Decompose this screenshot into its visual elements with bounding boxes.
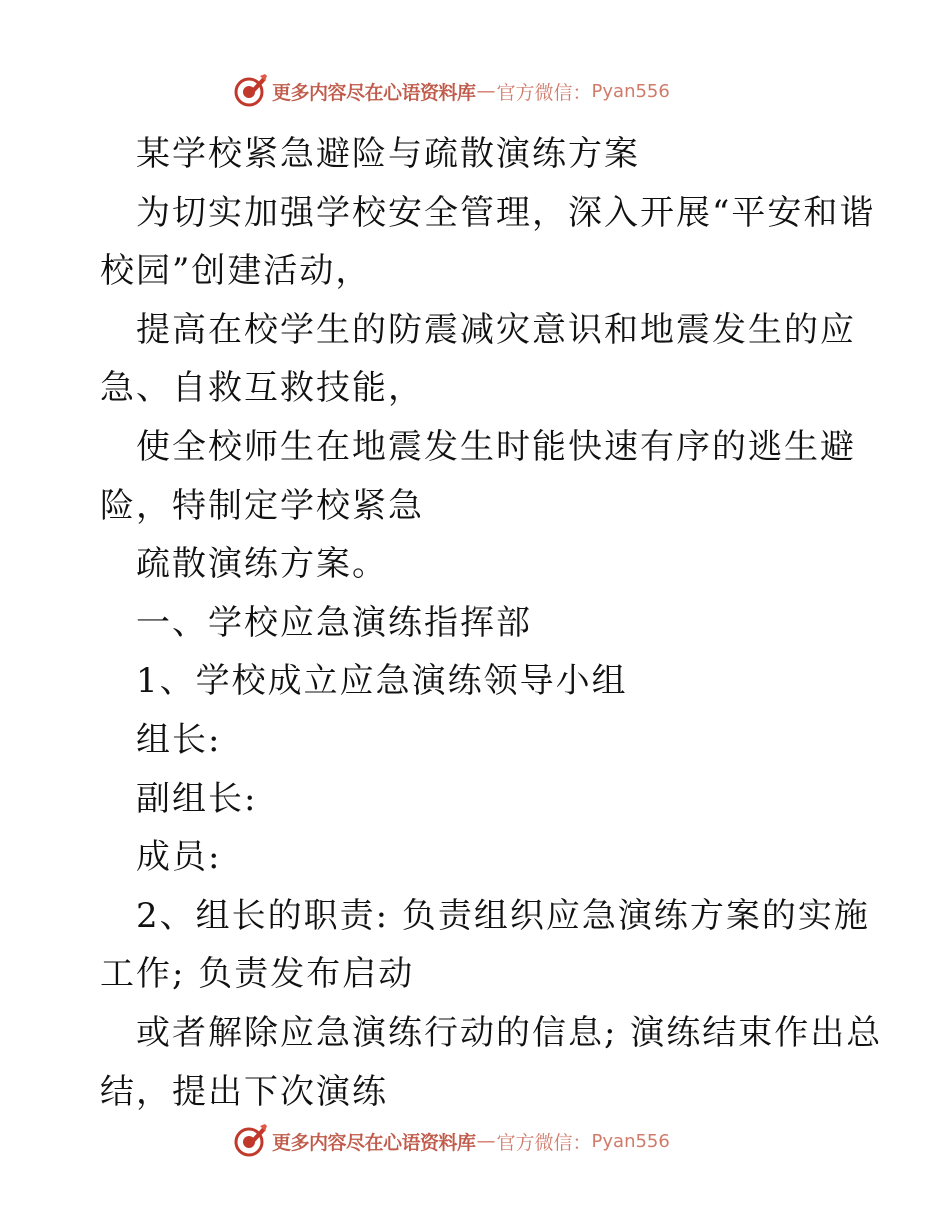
paragraph-line: 险，特制定学校紧急 — [100, 485, 424, 526]
paragraph-line: 2、组长的职责: 负责组织应急演练方案的实施 — [136, 895, 870, 936]
paragraph-line: 校园”创建活动， — [100, 251, 372, 292]
paragraph-line: 结，提出下次演练 — [100, 1071, 388, 1112]
paragraph-line: 提高在校学生的防震减灾意识和地震发生的应 — [136, 309, 856, 350]
document-body — [100, 125, 883, 1121]
watermark-official-label: 官方微信： — [496, 81, 592, 104]
watermark-official-label: 官方微信： — [496, 1131, 592, 1154]
paragraph-line: 为切实加强学校安全管理，深入开展“平安和谐 — [136, 192, 876, 233]
paragraph-line: 急、自救互救技能， — [100, 368, 424, 409]
role-label-leader: 组长: — [136, 719, 222, 760]
watermark-wechat-id: Pyan556 — [591, 1130, 670, 1152]
subsection-heading: 1、学校成立应急演练领导小组 — [136, 661, 628, 702]
watermark-header — [232, 71, 670, 111]
watermark-footer — [232, 1121, 670, 1161]
watermark-wechat-id: Pyan556 — [591, 80, 670, 102]
role-label-deputy: 副组长: — [136, 778, 258, 819]
paragraph-line: 工作; 负责发布启动 — [100, 954, 415, 995]
watermark-text: 更多内容尽在心语资料库 — [272, 81, 476, 104]
watermark-dash: — — [476, 80, 496, 102]
paragraph-line: 或者解除应急演练行动的信息; 演练结束作出总 — [136, 1012, 883, 1053]
section-heading: 一、学校应急演练指挥部 — [136, 602, 532, 643]
pen-logo-icon — [232, 73, 268, 109]
paragraph-line: 疏散演练方案。 — [136, 544, 388, 585]
role-label-members: 成员: — [136, 837, 222, 878]
paragraph-line: 使全校师生在地震发生时能快速有序的逃生避 — [136, 426, 856, 467]
document-title: 某学校紧急避险与疏散演练方案 — [136, 134, 640, 174]
pen-logo-icon — [232, 1123, 268, 1159]
watermark-text: 更多内容尽在心语资料库 — [272, 1131, 476, 1154]
watermark-dash: — — [476, 1130, 496, 1152]
